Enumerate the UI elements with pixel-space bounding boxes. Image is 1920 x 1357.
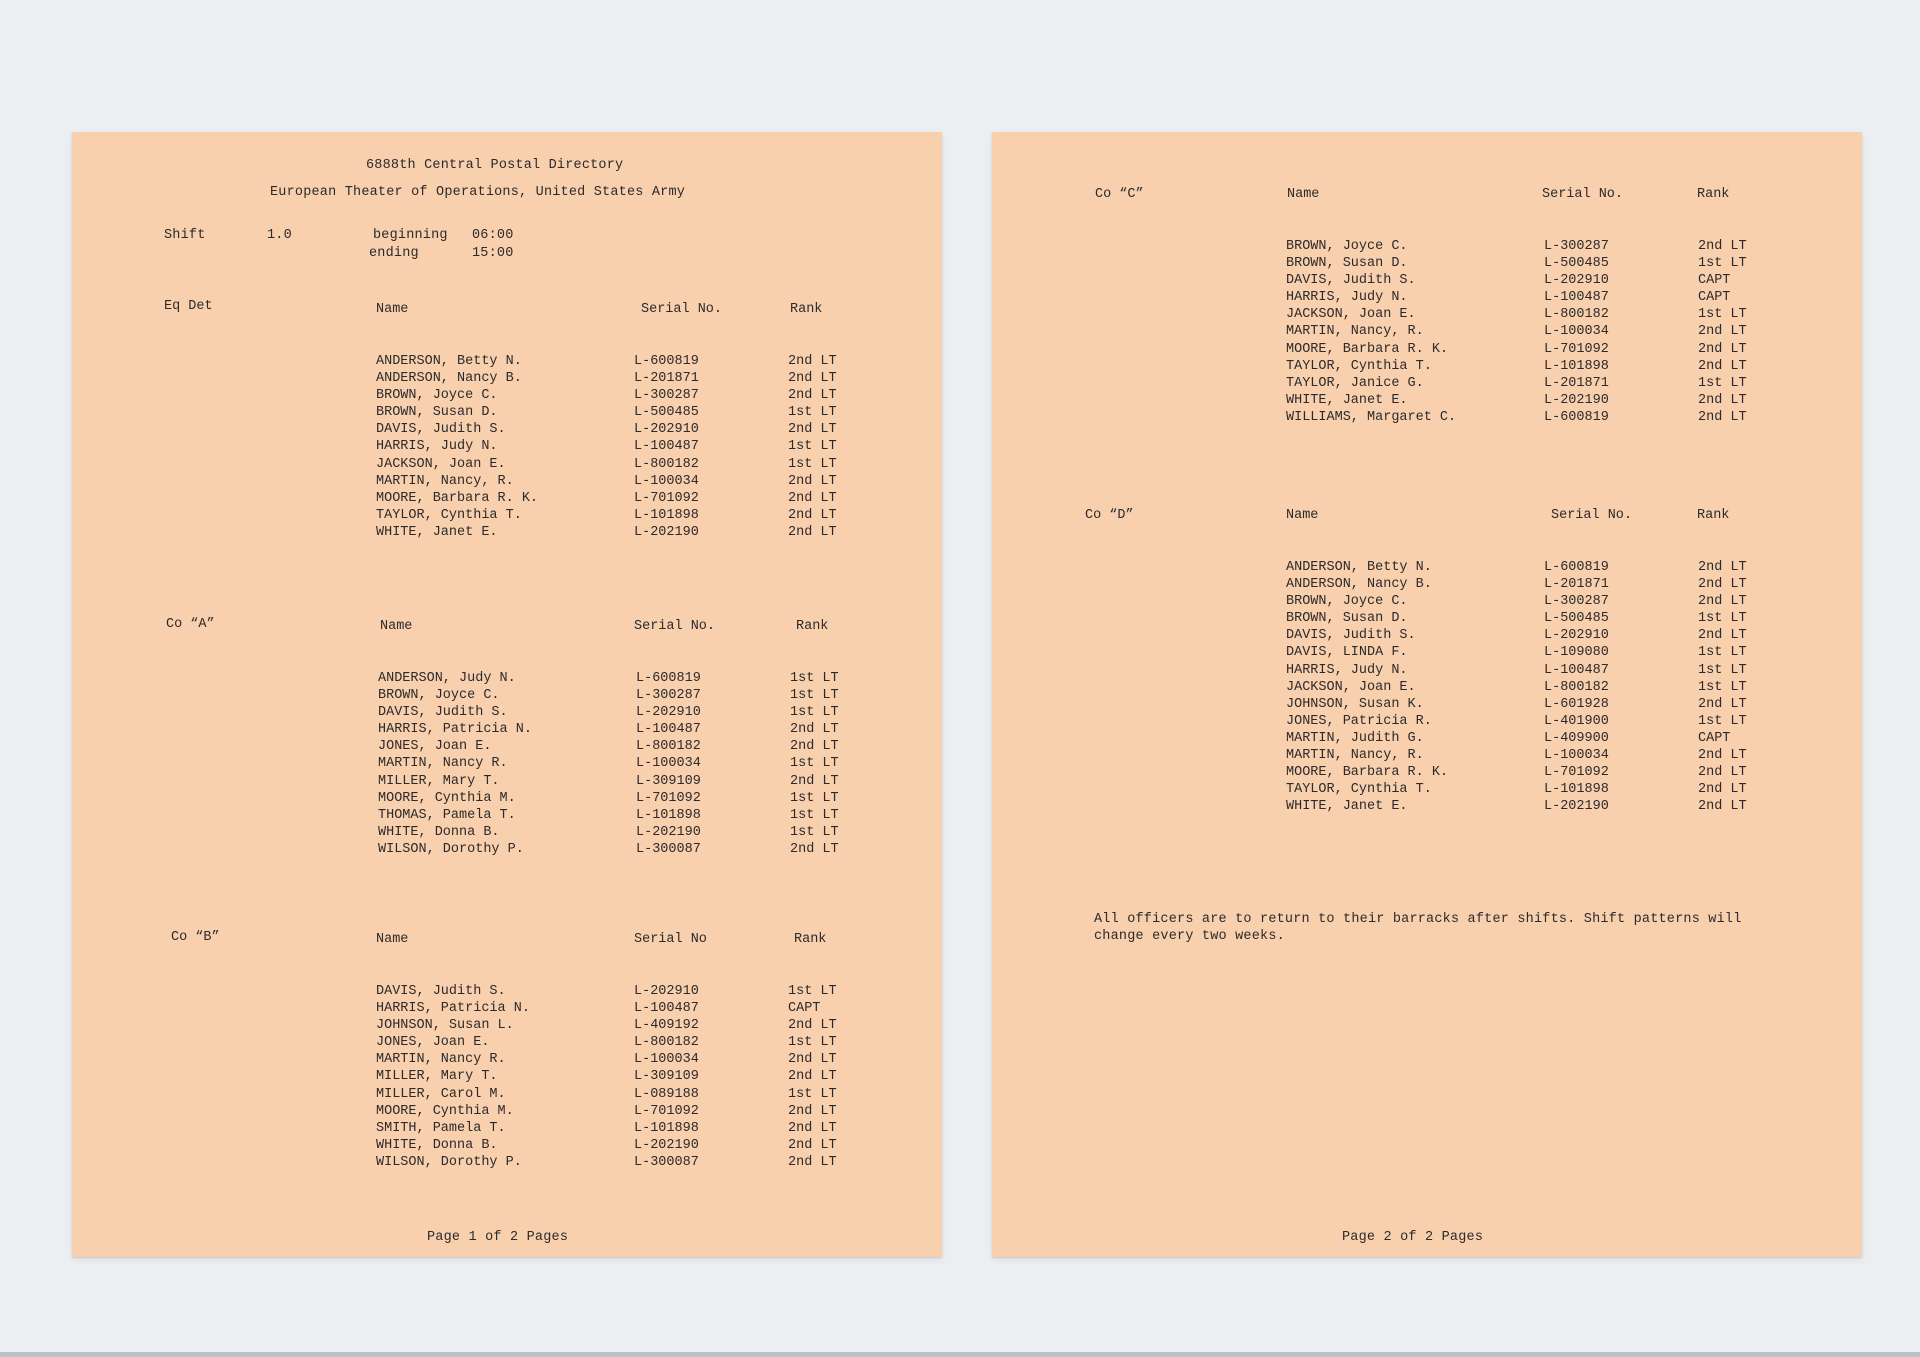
officer-name: JONES, Patricia R.: [1286, 713, 1432, 729]
officer-rank: 2nd LT: [1698, 594, 1747, 610]
officer-name: MOORE, Cynthia M.: [376, 1103, 514, 1119]
officer-rank: 2nd LT: [788, 388, 837, 404]
section-label: Co “B”: [171, 930, 220, 945]
officer-name: JACKSON, Joan E.: [376, 456, 506, 472]
officer-name: DAVIS, Judith S.: [1286, 628, 1416, 644]
serial-number: L-202190: [634, 524, 699, 540]
officer-name: MILLER, Carol M.: [376, 1086, 506, 1102]
section-label: Co “D”: [1085, 508, 1134, 523]
officer-name: WILSON, Dorothy P.: [376, 1154, 522, 1170]
serial-number: L-300287: [634, 388, 699, 404]
officer-name: DAVIS, Judith S.: [378, 705, 508, 721]
serial-number: L-202910: [634, 984, 699, 999]
officer-name: JONES, Joan E.: [378, 739, 492, 755]
officer-rank: 2nd LT: [1698, 748, 1747, 764]
officer-name: MOORE, Barbara R. K.: [376, 490, 539, 506]
serial-number: L-202910: [1544, 628, 1609, 644]
serial-number: L-202190: [1544, 392, 1609, 408]
serial-number: L-100034: [1544, 748, 1609, 764]
officer-name: DAVIS, LINDA F.: [1286, 645, 1408, 661]
officer-name: MOORE, Cynthia M.: [378, 790, 516, 806]
serial-number: L-101898: [634, 507, 699, 523]
serial-number: L-409900: [1544, 730, 1609, 746]
officer-rank: 2nd LT: [1698, 239, 1747, 254]
officer-rank: 1st LT: [788, 1086, 837, 1102]
officer-rank: 2nd LT: [790, 722, 839, 738]
officer-name: WHITE, Janet E.: [1286, 799, 1408, 815]
officer-rank: 2nd LT: [1698, 799, 1747, 815]
serial-number: L-500485: [1544, 256, 1609, 272]
officer-rank: 2nd LT: [788, 1103, 837, 1119]
page-footer: Page 1 of 2 Pages: [427, 1230, 569, 1245]
serial-number: L-100034: [634, 1052, 699, 1068]
serial-number: L-109080: [1544, 645, 1609, 661]
document-title: 6888th Central Postal Directory: [366, 158, 624, 173]
officer-rank: 1st LT: [1698, 713, 1747, 729]
officer-rank: 2nd LT: [788, 1137, 837, 1153]
officer-name: ANDERSON, Judy N.: [378, 671, 516, 686]
officer-name: ANDERSON, Nancy B.: [376, 371, 522, 387]
officer-rank: 2nd LT: [1698, 392, 1747, 408]
column-header-rank: Rank: [794, 932, 827, 947]
officer-rank: 2nd LT: [790, 773, 839, 789]
officer-name: TAYLOR, Cynthia T.: [1286, 782, 1432, 798]
serial-number: L-201871: [1544, 375, 1609, 391]
serial-number: L-100487: [636, 722, 701, 738]
serial-number: L-600819: [1544, 409, 1609, 425]
officer-rank: 1st LT: [790, 688, 839, 704]
officer-rank: 1st LT: [788, 456, 837, 472]
shift-ending-label: ending: [369, 246, 419, 261]
officer-rank: 1st LT: [790, 756, 839, 772]
officer-name: MILLER, Mary T.: [376, 1069, 498, 1085]
column-header-rank: Rank: [790, 302, 823, 317]
column-header-name: Name: [376, 932, 409, 947]
serial-number: L-800182: [634, 456, 699, 472]
column-header-name: Name: [1286, 508, 1319, 523]
officer-rank: 1st LT: [1698, 662, 1747, 678]
column-header-serial: Serial No.: [1551, 508, 1633, 523]
shift-ending-time: 15:00: [472, 246, 514, 261]
serial-number: L-202190: [634, 1137, 699, 1153]
note-line-2: change every two weeks.: [1094, 929, 1285, 944]
officer-name: MARTIN, Nancy R.: [378, 756, 508, 772]
officer-rank: 1st LT: [788, 984, 837, 999]
page-footer: Page 2 of 2 Pages: [1342, 1230, 1484, 1245]
officer-name: MARTIN, Nancy, R.: [376, 473, 514, 489]
officer-rank: 1st LT: [1698, 256, 1747, 272]
officer-name: JOHNSON, Susan L.: [376, 1018, 514, 1034]
section-label: Co “C”: [1095, 187, 1144, 202]
officer-name: BROWN, Susan D.: [376, 405, 498, 421]
officer-name: WILSON, Dorothy P.: [378, 841, 524, 857]
officer-name: HARRIS, Patricia N.: [378, 722, 532, 738]
serial-number: L-100034: [1544, 324, 1609, 340]
officer-rank: 2nd LT: [788, 507, 837, 523]
officer-rank: 2nd LT: [788, 1069, 837, 1085]
serial-number: L-300287: [636, 688, 701, 704]
officer-rank: CAPT: [1698, 730, 1731, 746]
officer-rank: 1st LT: [1698, 375, 1747, 391]
officer-rank: 1st LT: [790, 671, 839, 686]
serial-number: L-100487: [1544, 662, 1609, 678]
serial-number: L-100487: [634, 439, 699, 455]
serial-number: L-300087: [634, 1154, 699, 1170]
officer-name: MARTIN, Nancy, R.: [1286, 324, 1424, 340]
serial-number: L-600819: [636, 671, 701, 686]
officer-rank: 1st LT: [790, 790, 839, 806]
column-header-serial: Serial No.: [634, 619, 716, 634]
serial-number: L-202910: [1544, 273, 1609, 289]
officer-name: JACKSON, Joan E.: [1286, 307, 1416, 323]
column-header-rank: Rank: [1697, 187, 1730, 202]
officer-rank: 2nd LT: [1698, 577, 1747, 593]
officer-rank: CAPT: [788, 1001, 821, 1017]
officer-rank: 2nd LT: [788, 1018, 837, 1034]
section-label: Co “A”: [166, 617, 215, 632]
serial-number: L-800182: [1544, 307, 1609, 323]
officer-rank: 2nd LT: [790, 739, 839, 755]
serial-number: L-100034: [636, 756, 701, 772]
officer-name: BROWN, Susan D.: [1286, 256, 1408, 272]
officer-name: MOORE, Barbara R. K.: [1286, 765, 1449, 781]
officer-rank: 2nd LT: [1698, 765, 1747, 781]
officer-rank: 1st LT: [790, 807, 839, 823]
serial-number: L-309109: [636, 773, 701, 789]
serial-number: L-202910: [636, 705, 701, 721]
serial-number: L-401900: [1544, 713, 1609, 729]
officer-rank: 1st LT: [1698, 611, 1747, 627]
serial-number: L-500485: [1544, 611, 1609, 627]
officer-name: MILLER, Mary T.: [378, 773, 500, 789]
officer-name: HARRIS, Patricia N.: [376, 1001, 530, 1017]
officer-rank: 2nd LT: [788, 1120, 837, 1136]
serial-number: L-089188: [634, 1086, 699, 1102]
officer-name: MARTIN, Judith G.: [1286, 730, 1424, 746]
serial-number: L-701092: [1544, 341, 1609, 357]
serial-number: L-600819: [1544, 560, 1609, 575]
officer-rank: 1st LT: [1698, 645, 1747, 661]
officer-name: ANDERSON, Betty N.: [376, 354, 522, 369]
officer-rank: 1st LT: [790, 824, 839, 840]
officer-name: DAVIS, Judith S.: [376, 984, 506, 999]
officer-name: MARTIN, Nancy R.: [376, 1052, 506, 1068]
officer-rank: 2nd LT: [788, 371, 837, 387]
serial-number: L-201871: [1544, 577, 1609, 593]
column-header-serial: Serial No.: [1542, 187, 1624, 202]
officer-name: WHITE, Donna B.: [376, 1137, 498, 1153]
officer-rank: 2nd LT: [788, 354, 837, 369]
serial-number: L-701092: [634, 490, 699, 506]
serial-number: L-409192: [634, 1018, 699, 1034]
officer-name: BROWN, Joyce C.: [1286, 594, 1408, 610]
officer-name: WHITE, Donna B.: [378, 824, 500, 840]
officer-rank: 2nd LT: [1698, 409, 1747, 425]
serial-number: L-800182: [1544, 679, 1609, 695]
shift-label: Shift: [164, 228, 206, 243]
serial-number: L-101898: [634, 1120, 699, 1136]
serial-number: L-300287: [1544, 239, 1609, 254]
officer-name: ANDERSON, Betty N.: [1286, 560, 1432, 575]
serial-number: L-101898: [636, 807, 701, 823]
officer-rank: 2nd LT: [790, 841, 839, 857]
section-label: Eq Det: [164, 299, 213, 314]
serial-number: L-800182: [636, 739, 701, 755]
officer-name: DAVIS, Judith S.: [376, 422, 506, 438]
serial-number: L-100034: [634, 473, 699, 489]
shift-beginning-time: 06:00: [472, 228, 514, 243]
officer-name: SMITH, Pamela T.: [376, 1120, 506, 1136]
officer-name: DAVIS, Judith S.: [1286, 273, 1416, 289]
officer-name: WHITE, Janet E.: [376, 524, 498, 540]
officer-name: ANDERSON, Nancy B.: [1286, 577, 1432, 593]
serial-number: L-202190: [636, 824, 701, 840]
document-page-2: [992, 132, 1862, 1257]
serial-number: L-300087: [636, 841, 701, 857]
officer-rank: CAPT: [1698, 273, 1731, 289]
officer-name: THOMAS, Pamela T.: [378, 807, 516, 823]
officer-name: BROWN, Joyce C.: [376, 388, 498, 404]
officer-rank: 2nd LT: [788, 490, 837, 506]
column-header-name: Name: [380, 619, 413, 634]
officer-name: HARRIS, Judy N.: [376, 439, 498, 455]
serial-number: L-601928: [1544, 696, 1609, 712]
serial-number: L-701092: [634, 1103, 699, 1119]
officer-name: JONES, Joan E.: [376, 1035, 490, 1051]
officer-rank: 2nd LT: [1698, 358, 1747, 374]
serial-number: L-100487: [634, 1001, 699, 1017]
officer-rank: 1st LT: [1698, 679, 1747, 695]
document-subtitle: European Theater of Operations, United States Army: [270, 185, 686, 200]
serial-number: L-202910: [634, 422, 699, 438]
officer-name: TAYLOR, Cynthia T.: [1286, 358, 1432, 374]
serial-number: L-300287: [1544, 594, 1609, 610]
officer-name: MARTIN, Nancy, R.: [1286, 748, 1424, 764]
serial-number: L-100487: [1544, 290, 1609, 306]
officer-name: JOHNSON, Susan K.: [1286, 696, 1424, 712]
officer-name: BROWN, Joyce C.: [1286, 239, 1408, 254]
serial-number: L-201871: [634, 371, 699, 387]
officer-rank: 1st LT: [1698, 307, 1747, 323]
column-header-rank: Rank: [1697, 508, 1730, 523]
officer-rank: 2nd LT: [1698, 560, 1747, 575]
officer-name: WILLIAMS, Margaret C.: [1286, 409, 1457, 425]
officer-rank: 2nd LT: [788, 1052, 837, 1068]
officer-rank: 1st LT: [790, 705, 839, 721]
column-header-name: Name: [376, 302, 409, 317]
officer-name: TAYLOR, Cynthia T.: [376, 507, 522, 523]
column-header-serial: Serial No: [634, 932, 707, 947]
officer-name: BROWN, Susan D.: [1286, 611, 1408, 627]
officer-rank: 2nd LT: [1698, 696, 1747, 712]
officer-name: BROWN, Joyce C.: [378, 688, 500, 704]
serial-number: L-800182: [634, 1035, 699, 1051]
officer-rank: 2nd LT: [788, 473, 837, 489]
serial-number: L-600819: [634, 354, 699, 369]
column-header-name: Name: [1287, 187, 1320, 202]
officer-rank: 2nd LT: [1698, 782, 1747, 798]
officer-rank: 1st LT: [788, 1035, 837, 1051]
officer-rank: 2nd LT: [1698, 341, 1747, 357]
serial-number: L-101898: [1544, 782, 1609, 798]
serial-number: L-500485: [634, 405, 699, 421]
serial-number: L-202190: [1544, 799, 1609, 815]
serial-number: L-101898: [1544, 358, 1609, 374]
officer-rank: CAPT: [1698, 290, 1731, 306]
column-header-rank: Rank: [796, 619, 829, 634]
officer-name: TAYLOR, Janice G.: [1286, 375, 1424, 391]
column-header-serial: Serial No.: [641, 302, 723, 317]
officer-rank: 2nd LT: [788, 422, 837, 438]
officer-name: MOORE, Barbara R. K.: [1286, 341, 1449, 357]
desk-bottom-edge: [0, 1352, 1920, 1357]
shift-beginning-label: beginning: [373, 228, 448, 243]
officer-rank: 2nd LT: [788, 1154, 837, 1170]
note-line-1: All officers are to return to their barracks after shifts. Shift patterns will: [1094, 912, 1742, 927]
officer-rank: 1st LT: [788, 439, 837, 455]
document-page-1: [72, 132, 942, 1257]
shift-number: 1.0: [267, 228, 292, 243]
officer-rank: 2nd LT: [788, 524, 837, 540]
officer-name: WHITE, Janet E.: [1286, 392, 1408, 408]
serial-number: L-309109: [634, 1069, 699, 1085]
officer-rank: 1st LT: [788, 405, 837, 421]
officer-rank: 2nd LT: [1698, 324, 1747, 340]
serial-number: L-701092: [636, 790, 701, 806]
officer-rank: 2nd LT: [1698, 628, 1747, 644]
officer-name: HARRIS, Judy N.: [1286, 290, 1408, 306]
officer-name: JACKSON, Joan E.: [1286, 679, 1416, 695]
serial-number: L-701092: [1544, 765, 1609, 781]
officer-name: HARRIS, Judy N.: [1286, 662, 1408, 678]
